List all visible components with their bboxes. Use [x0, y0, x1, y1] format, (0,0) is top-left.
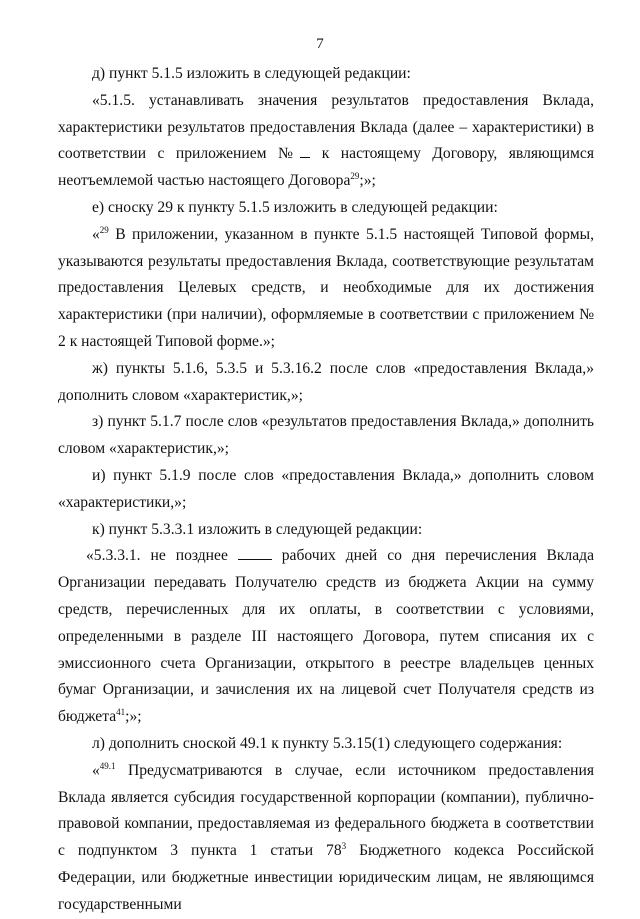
- paragraph-5-1-5-text-a: «5.1.5. устанавливать значения результатов предоставления Вклада, характеристики результатов предоставления Вклада (далее – характеристики) в соответствии с приложением №: [58, 91, 594, 163]
- footnote-29-text: В приложении, указанном в пункте 5.1.5 настоящей Типовой формы, указываются результаты предоставления Вклада, соответствующие результатам предоставления Целевых средств, и необходимые для их достижения характеристики (при наличии), оформляемые в соответствии с приложением № 2 к настоящей Типовой форме.»;: [58, 225, 594, 350]
- paragraph-i-text: и) пункт 5.1.9 после слов «предоставления Вклада,» дополнить словом «характеристики,»;: [58, 466, 594, 511]
- paragraph-i: [58, 463, 594, 517]
- footnote-49-1-text-b: Бюджетного кодекса Российской Федерации, или бюджетные инвестиции юридическим лицам, не являющимся государственными: [58, 842, 594, 913]
- document-body: [58, 61, 594, 919]
- paragraph-e: [58, 195, 594, 222]
- paragraph-l-text: л) дополнить сноской 49.1 к пункту 5.3.15(1) следующего содержания:: [92, 734, 563, 752]
- blank-line: [300, 145, 310, 158]
- footnote-29-open-quote: «: [92, 225, 100, 243]
- paragraph-z: [58, 409, 594, 463]
- paragraph-z-text: з) пункт 5.1.7 после слов «результатов предоставления Вклада,» дополнить словом «характеристик,»;: [58, 413, 594, 458]
- page-number: 7: [316, 36, 324, 52]
- paragraph-d: [58, 61, 594, 88]
- paragraph-5-3-3-1: [58, 543, 594, 731]
- paragraph-5-3-3-1-text-b: рабочих дней со дня перечисления Вклада Организации передавать Получателю средств из бюджета Акции на сумму средств, перечисленных для их оплаты, в соответствии с условиями, определенными в разделе III настоящего Договора, путем списания их с эмиссионного счета Организации, открытого в реестре владельцев ценных бумаг Организации, и зачисления их на лицевой счет Получателя средств из бюджета: [58, 547, 594, 726]
- footnote-ref-41: 41: [116, 707, 126, 718]
- paragraph-5-3-3-1-text-a: «5.3.3.1. не позднее: [86, 547, 238, 565]
- footnote-29-paragraph: [58, 222, 594, 356]
- paragraph-d-text: д) пункт 5.1.5 изложить в следующей редакции:: [92, 65, 411, 82]
- blank-line: [238, 547, 272, 560]
- paragraph-zh-text: ж) пункты 5.1.6, 5.3.5 и 5.3.16.2 после слов «предоставления Вклада,» дополнить словом «характеристик,»;: [58, 359, 594, 404]
- footnote-49-1-mark: 49.1: [99, 760, 116, 771]
- paragraph-k-text: к) пункт 5.3.3.1 изложить в следующей редакции:: [92, 520, 423, 538]
- paragraph-k: [58, 517, 594, 544]
- footnote-49-1-open-quote: «: [92, 761, 100, 779]
- paragraph-5-1-5-text-b: к настоящему Договору, являющимся неотъемлемой частью настоящего Договора: [58, 145, 594, 190]
- paragraph-l: [58, 731, 594, 758]
- paragraph-e-text: е) сноску 29 к пункту 5.1.5 изложить в следующей редакции:: [92, 198, 498, 216]
- footnote-49-1-text-a: Предусматриваются в случае, если источником предоставления Вклада является субсидия государственной корпорации (компании), публично-правовой компании, предоставляемая из федерального бюджета в соответствии с подпунктом 3 пункта 1 статьи 78: [58, 761, 594, 860]
- footnote-ref-29: 29: [350, 171, 360, 182]
- paragraph-zh: [58, 356, 594, 410]
- article-78-superscript: 3: [341, 841, 347, 852]
- paragraph-5-3-3-1-text-c: ;»;: [125, 708, 142, 726]
- paragraph-5-1-5: [58, 88, 594, 195]
- footnote-29-mark: 29: [99, 224, 109, 235]
- footnote-49-1-paragraph: [58, 758, 594, 919]
- paragraph-5-1-5-text-c: ;»;: [359, 172, 376, 190]
